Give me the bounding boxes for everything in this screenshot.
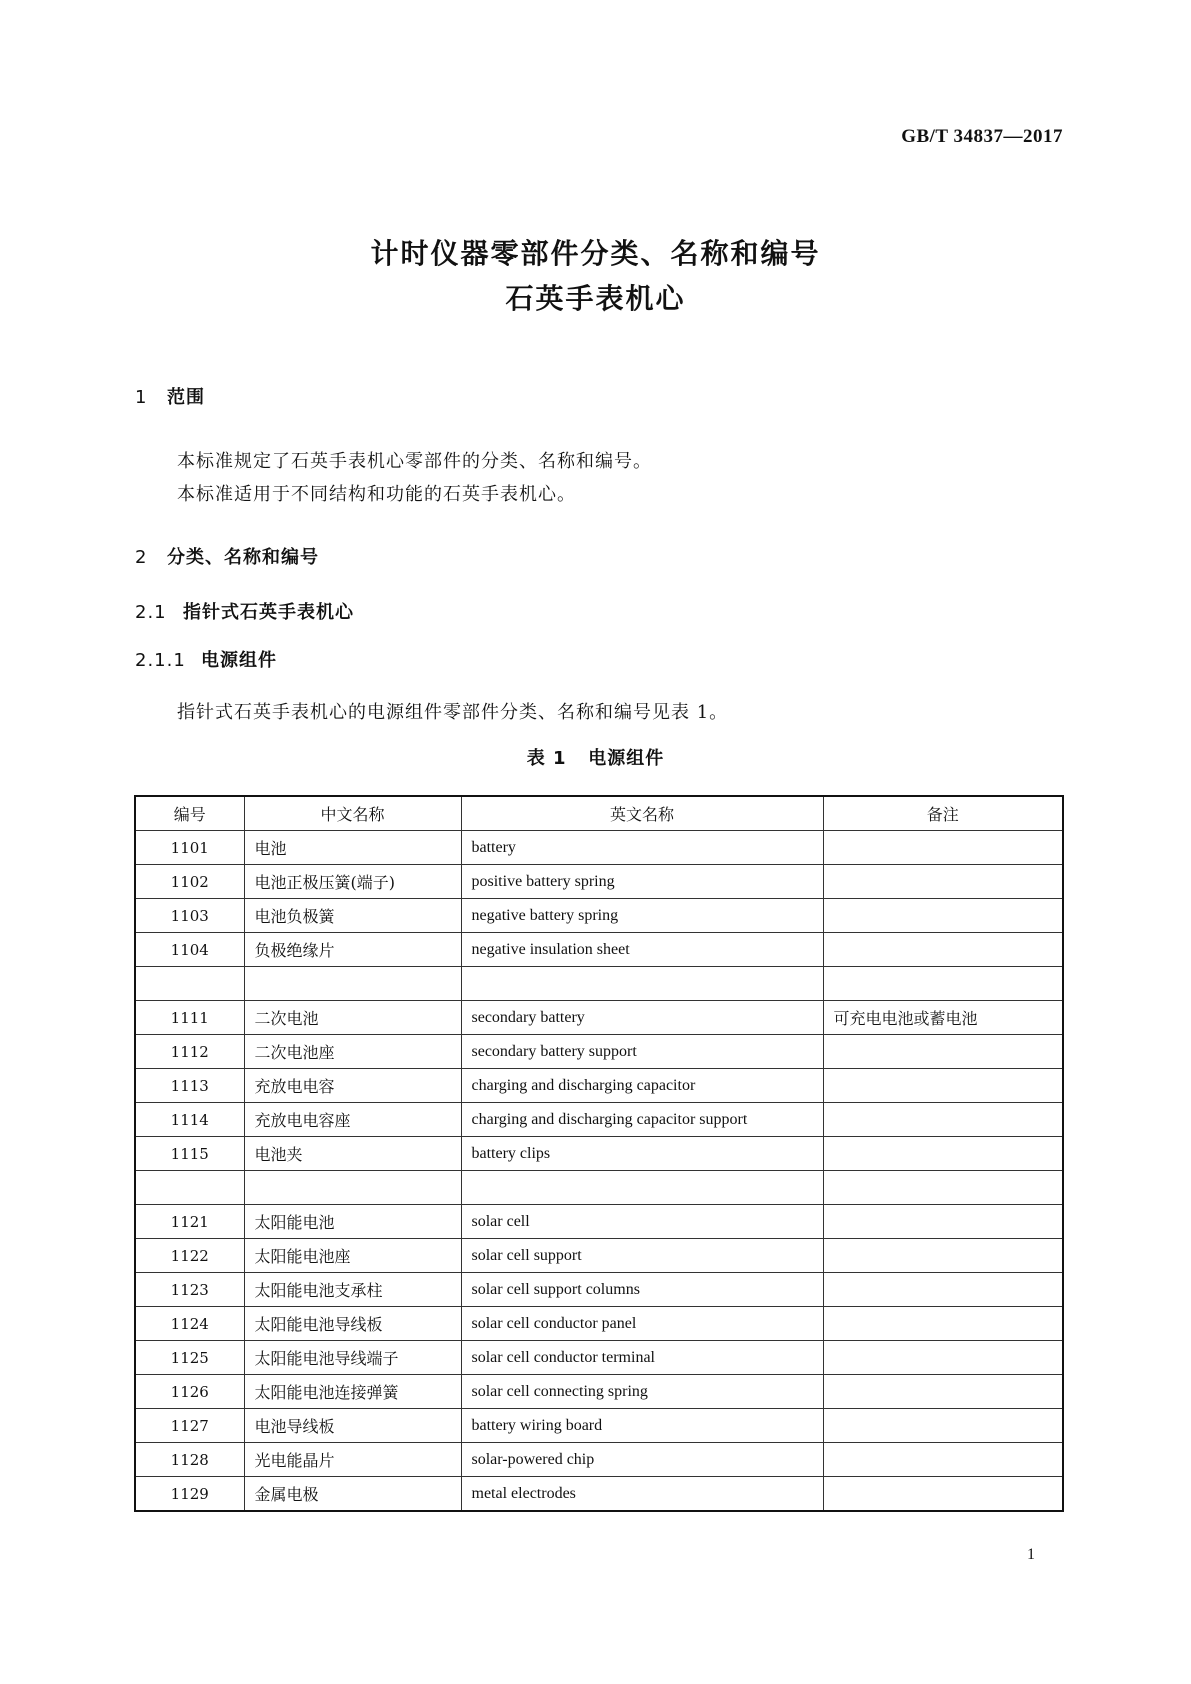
part-english-name: solar-powered chip xyxy=(461,1443,823,1477)
part-chinese-name: 太阳能电池导线板 xyxy=(244,1307,461,1341)
part-remark xyxy=(823,1239,1063,1273)
part-chinese-name: 充放电电容 xyxy=(244,1069,461,1103)
part-code: 1112 xyxy=(135,1035,244,1069)
part-remark: 可充电电池或蓄电池 xyxy=(823,1001,1063,1035)
part-code: 1127 xyxy=(135,1409,244,1443)
section-title: 分类、名称和编号 xyxy=(167,547,319,568)
part-remark xyxy=(823,1273,1063,1307)
section-2-heading xyxy=(135,543,319,569)
part-english-name: battery xyxy=(461,831,823,865)
table-header-row xyxy=(135,796,1063,831)
column-header-code: 编号 xyxy=(135,796,244,831)
part-chinese-name: 电池负极簧 xyxy=(244,899,461,933)
scope-paragraph: 本标准适用于不同结构和功能的石英手表机心。 xyxy=(177,484,576,505)
section-paragraph: 指针式石英手表机心的电源组件零部件分类、名称和编号见表 1。 xyxy=(177,702,729,723)
part-english-name: negative insulation sheet xyxy=(461,933,823,967)
part-english-name: solar cell support xyxy=(461,1239,823,1273)
part-code: 1103 xyxy=(135,899,244,933)
part-remark xyxy=(823,933,1063,967)
section-1-heading xyxy=(135,383,205,409)
part-english-name: secondary battery support xyxy=(461,1035,823,1069)
part-chinese-name: 金属电极 xyxy=(244,1477,461,1512)
part-chinese-name: 二次电池座 xyxy=(244,1035,461,1069)
table-row xyxy=(135,1103,1063,1137)
part-remark xyxy=(823,1307,1063,1341)
section-number: 1 xyxy=(135,387,148,408)
part-code: 1114 xyxy=(135,1103,244,1137)
document-subtitle: 石英手表机心 xyxy=(505,282,686,315)
part-code: 1124 xyxy=(135,1307,244,1341)
table-row xyxy=(135,1477,1063,1512)
part-remark xyxy=(823,1341,1063,1375)
part-chinese-name: 太阳能电池支承柱 xyxy=(244,1273,461,1307)
part-code xyxy=(135,967,244,1001)
part-english-name: solar cell xyxy=(461,1205,823,1239)
column-header-chinese-name: 中文名称 xyxy=(244,796,461,831)
part-chinese-name: 太阳能电池 xyxy=(244,1205,461,1239)
part-chinese-name: 充放电电容座 xyxy=(244,1103,461,1137)
part-chinese-name: 二次电池 xyxy=(244,1001,461,1035)
part-chinese-name: 电池夹 xyxy=(244,1137,461,1171)
column-header-english-name: 英文名称 xyxy=(461,796,823,831)
part-remark xyxy=(823,1103,1063,1137)
section-number: 2 xyxy=(135,547,148,568)
scope-paragraph: 本标准规定了石英手表机心零部件的分类、名称和编号。 xyxy=(177,451,652,472)
part-english-name: secondary battery xyxy=(461,1001,823,1035)
part-chinese-name: 电池导线板 xyxy=(244,1409,461,1443)
part-code: 1125 xyxy=(135,1341,244,1375)
section-number: 2.1.1 xyxy=(135,650,186,671)
part-code: 1128 xyxy=(135,1443,244,1477)
parts-table xyxy=(134,795,1064,1512)
section-title: 电源组件 xyxy=(201,650,277,671)
part-english-name: solar cell conductor terminal xyxy=(461,1341,823,1375)
part-chinese-name: 电池 xyxy=(244,831,461,865)
section-title: 范围 xyxy=(167,387,205,408)
table-row xyxy=(135,899,1063,933)
standard-code: GB/T 34837—2017 xyxy=(901,126,1063,147)
table-row xyxy=(135,1375,1063,1409)
document-title: 计时仪器零部件分类、名称和编号 xyxy=(370,237,821,270)
part-remark xyxy=(823,831,1063,865)
part-remark xyxy=(823,1205,1063,1239)
part-english-name: positive battery spring xyxy=(461,865,823,899)
part-code: 1104 xyxy=(135,933,244,967)
part-code: 1111 xyxy=(135,1001,244,1035)
part-chinese-name: 电池正极压簧(端子) xyxy=(244,865,461,899)
table-row xyxy=(135,933,1063,967)
part-chinese-name: 负极绝缘片 xyxy=(244,933,461,967)
part-remark xyxy=(823,1409,1063,1443)
part-english-name: battery clips xyxy=(461,1137,823,1171)
part-remark xyxy=(823,1375,1063,1409)
part-remark xyxy=(823,1171,1063,1205)
part-code: 1121 xyxy=(135,1205,244,1239)
part-code: 1129 xyxy=(135,1477,244,1512)
part-remark xyxy=(823,967,1063,1001)
table-row xyxy=(135,1035,1063,1069)
part-remark xyxy=(823,1069,1063,1103)
part-english-name: charging and discharging capacitor support xyxy=(461,1103,823,1137)
part-code: 1102 xyxy=(135,865,244,899)
part-chinese-name: 太阳能电池连接弹簧 xyxy=(244,1375,461,1409)
part-code: 1101 xyxy=(135,831,244,865)
table-row xyxy=(135,1307,1063,1341)
part-chinese-name xyxy=(244,967,461,1001)
part-english-name: negative battery spring xyxy=(461,899,823,933)
table-row xyxy=(135,1001,1063,1035)
part-english-name: solar cell connecting spring xyxy=(461,1375,823,1409)
part-code: 1123 xyxy=(135,1273,244,1307)
table-row xyxy=(135,1137,1063,1171)
part-code: 1113 xyxy=(135,1069,244,1103)
part-code: 1115 xyxy=(135,1137,244,1171)
part-remark xyxy=(823,1443,1063,1477)
part-english-name: battery wiring board xyxy=(461,1409,823,1443)
part-remark xyxy=(823,1137,1063,1171)
part-english-name: metal electrodes xyxy=(461,1477,823,1512)
table-row xyxy=(135,1443,1063,1477)
part-english-name: solar cell conductor panel xyxy=(461,1307,823,1341)
part-chinese-name: 光电能晶片 xyxy=(244,1443,461,1477)
part-code xyxy=(135,1171,244,1205)
table-row xyxy=(135,1341,1063,1375)
section-number: 2.1 xyxy=(135,602,167,623)
table-row xyxy=(135,865,1063,899)
part-code: 1126 xyxy=(135,1375,244,1409)
table-row-empty xyxy=(135,1171,1063,1205)
table-row xyxy=(135,831,1063,865)
table-row-empty xyxy=(135,967,1063,1001)
part-english-name xyxy=(461,1171,823,1205)
part-chinese-name xyxy=(244,1171,461,1205)
section-2-1-heading xyxy=(135,598,354,624)
section-2-1-1-heading xyxy=(135,646,277,672)
part-english-name: charging and discharging capacitor xyxy=(461,1069,823,1103)
table-row xyxy=(135,1273,1063,1307)
table-row xyxy=(135,1409,1063,1443)
part-code: 1122 xyxy=(135,1239,244,1273)
part-chinese-name: 太阳能电池座 xyxy=(244,1239,461,1273)
table-row xyxy=(135,1239,1063,1273)
table-row xyxy=(135,1069,1063,1103)
part-english-name: solar cell support columns xyxy=(461,1273,823,1307)
part-remark xyxy=(823,865,1063,899)
column-header-remarks: 备注 xyxy=(823,796,1063,831)
part-remark xyxy=(823,1477,1063,1512)
table-row xyxy=(135,1205,1063,1239)
part-remark xyxy=(823,1035,1063,1069)
table-caption: 表 1 电源组件 xyxy=(526,748,665,769)
section-title: 指针式石英手表机心 xyxy=(183,602,354,623)
part-chinese-name: 太阳能电池导线端子 xyxy=(244,1341,461,1375)
part-english-name xyxy=(461,967,823,1001)
page-number: 1 xyxy=(1027,1546,1035,1563)
part-remark xyxy=(823,899,1063,933)
